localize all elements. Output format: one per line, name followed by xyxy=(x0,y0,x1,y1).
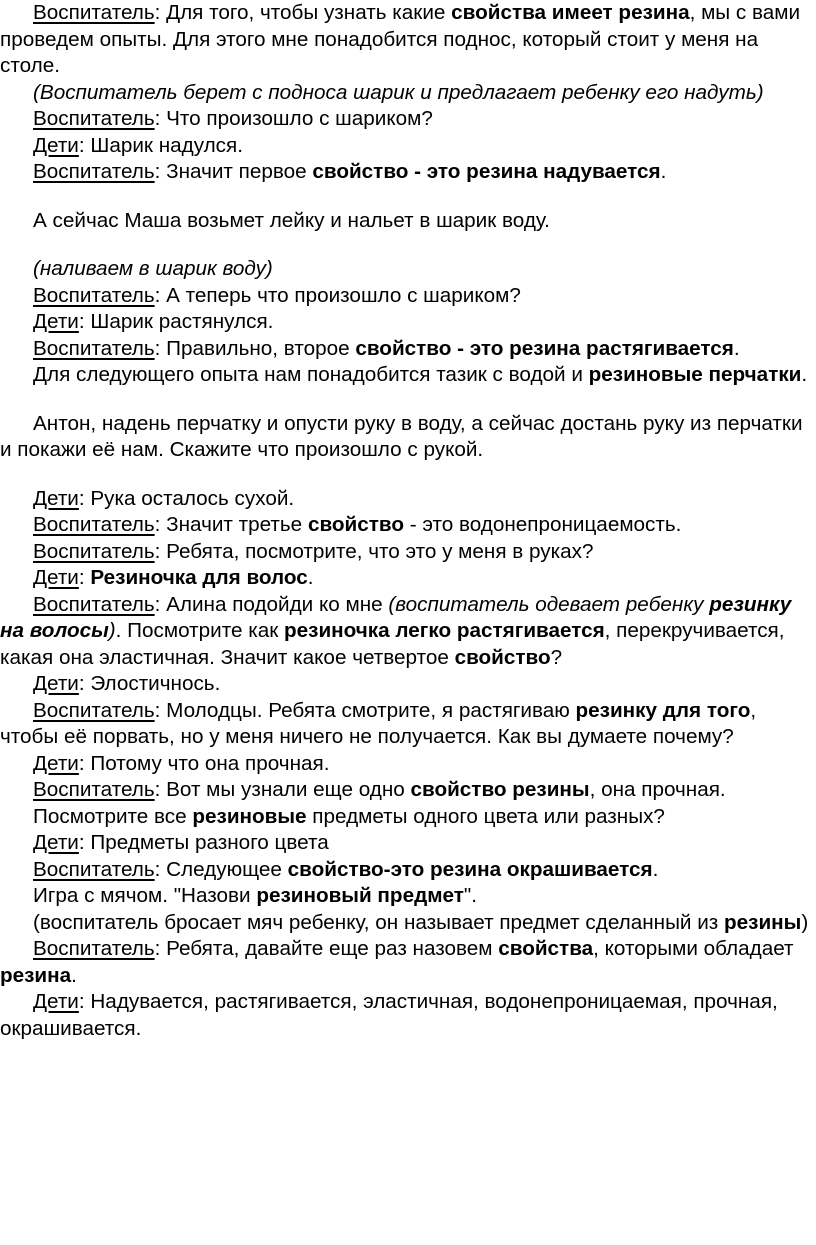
bold-text: резинку для того xyxy=(575,698,751,722)
speaker-label: Воспитатель xyxy=(33,698,155,722)
text-run: : Надувается, растягивается, эластичная, водонепроницаемая, прочная, окрашивается. xyxy=(0,990,778,1040)
italic-text: (Воспитатель берет с подноса шарик и предлагает ребенку его надуть) xyxy=(33,80,764,104)
bold-text: свойство-это резина окрашивается xyxy=(287,857,653,881)
text-run: . xyxy=(660,160,667,183)
text-run: , она прочная. xyxy=(589,778,726,801)
text-run: Посмотрите все xyxy=(33,804,193,828)
speaker-label: Воспитатель xyxy=(33,513,155,536)
speaker-label: Дети xyxy=(33,831,79,854)
paragraph xyxy=(0,910,812,937)
speaker-label: Воспитатель xyxy=(33,160,155,183)
text-run: , мы с вами проведем опыты. Для этого мне понадобится поднос, который стоит у меня на столе. xyxy=(0,1,801,77)
speaker-label: Воспитатель xyxy=(33,778,155,801)
speaker-label: Дети xyxy=(33,751,79,775)
text-run: . xyxy=(652,857,659,881)
text-run: ". xyxy=(463,884,477,907)
bold-text: свойство xyxy=(454,645,551,669)
italic-text: (наливаем в шарик воду) xyxy=(33,257,273,280)
text-run: , чтобы её порвать, но у меня ничего не получается. Как вы думаете почему? xyxy=(0,698,757,748)
bold-text: свойства xyxy=(498,937,594,960)
bold-text: свойство резины xyxy=(410,778,590,801)
paragraph xyxy=(0,486,812,513)
paragraph xyxy=(0,309,812,336)
bold-text: резиновый предмет xyxy=(256,884,464,907)
paragraph xyxy=(0,565,812,592)
bold-text: свойство - это резина растягивается xyxy=(355,336,734,360)
speaker-label: Воспитатель xyxy=(33,107,155,130)
text-run: : Алина подойди ко мне xyxy=(154,592,389,616)
paragraph xyxy=(0,777,812,804)
text-run: : А теперь что произошло с шариком? xyxy=(154,283,521,307)
text-run: : Шарик надулся. xyxy=(78,133,243,157)
text-run: : Предметы разного цвета xyxy=(78,831,329,854)
speaker-label: Воспитатель xyxy=(33,283,155,307)
speaker-label: Дети xyxy=(33,133,79,157)
text-run: А сейчас Маша возьмет лейку и нальет в шарик воду. xyxy=(33,208,550,232)
text-run: . Посмотрите как xyxy=(115,619,285,642)
text-run: . xyxy=(801,363,808,386)
text-run: Игра с мячом. "Назови xyxy=(33,884,257,907)
text-run: : Потому что она прочная. xyxy=(78,751,330,775)
speaker-label: Дети xyxy=(33,566,79,589)
speaker-label: Воспитатель xyxy=(33,857,155,881)
text-run: : Молодцы. Ребята смотрите, я растягиваю xyxy=(154,698,576,722)
bold-text: свойства имеет резина xyxy=(451,1,690,24)
text-run: : Рука осталось сухой. xyxy=(78,486,295,510)
paragraph xyxy=(0,539,812,566)
italic-text: (воспитатель одевает ребенку xyxy=(388,592,710,616)
text-run: : xyxy=(78,566,91,589)
speaker-label: Дети xyxy=(33,486,79,510)
paragraph xyxy=(0,698,812,751)
text-run: - это водонепроницаемость. xyxy=(403,513,682,536)
speaker-label: Воспитатель xyxy=(33,592,155,616)
text-run: Для следующего опыта нам понадобится тазик с водой и xyxy=(33,363,589,386)
paragraph xyxy=(0,592,812,672)
text-run: : Ребята, посмотрите, что это у меня в руках? xyxy=(154,539,594,563)
speaker-label: Воспитатель xyxy=(33,539,155,563)
paragraph xyxy=(0,671,812,698)
paragraph xyxy=(0,512,812,539)
text-run: : Шарик растянулся. xyxy=(78,310,274,333)
bold-text: свойство xyxy=(307,513,404,536)
bold-text: Резиночка для волос xyxy=(90,566,308,589)
paragraph xyxy=(0,106,812,133)
paragraph xyxy=(0,208,812,235)
text-run: Антон, надень перчатку и опусти руку в воду, а сейчас достань руку из перчатки и покажи её нам. Скажите что произошло с рукой. xyxy=(0,411,803,461)
paragraph xyxy=(0,989,812,1042)
text-run: : Вот мы узнали еще одно xyxy=(154,778,411,801)
paragraph xyxy=(0,362,812,389)
text-run: , которыми обладает xyxy=(593,937,794,960)
speaker-label: Воспитатель xyxy=(33,1,155,24)
paragraph xyxy=(0,830,812,857)
paragraph xyxy=(0,936,812,989)
text-run: : Для того, чтобы узнать какие xyxy=(154,1,452,24)
bold-text: резиновые перчатки xyxy=(588,363,802,386)
text-run: . xyxy=(733,336,740,360)
bold-italic-text: резинку на волосы xyxy=(0,592,792,642)
bold-text: резины xyxy=(724,910,802,934)
paragraph xyxy=(0,0,812,80)
paragraph xyxy=(0,857,812,884)
text-run: : Значит первое xyxy=(154,160,313,183)
text-run: . xyxy=(71,963,77,987)
speaker-label: Дети xyxy=(33,672,79,695)
text-run: (воспитатель бросает мяч ребенку, он называет предмет сделанный из xyxy=(33,910,725,934)
paragraph xyxy=(0,336,812,363)
text-run: : Значит третье xyxy=(154,513,308,536)
text-run: ) xyxy=(801,910,809,934)
bold-text: свойство - это резина надувается xyxy=(312,160,661,183)
text-run: , перекручивается, какая она эластичная. Значит какое четвертое xyxy=(0,619,785,669)
bold-text: резина xyxy=(0,963,72,987)
paragraph xyxy=(0,883,812,910)
text-run: ? xyxy=(550,645,563,669)
paragraph xyxy=(0,804,812,831)
paragraph xyxy=(0,80,812,107)
paragraph xyxy=(0,411,812,464)
speaker-label: Дети xyxy=(33,310,79,333)
speaker-label: Дети xyxy=(33,990,79,1013)
paragraph xyxy=(0,133,812,160)
text-run: : Ребята, давайте еще раз назовем xyxy=(154,937,499,960)
paragraph xyxy=(0,283,812,310)
bold-text: резиновые xyxy=(192,804,307,828)
paragraph xyxy=(0,159,812,186)
text-run: : Следующее xyxy=(154,857,288,881)
speaker-label: Воспитатель xyxy=(33,937,155,960)
paragraph xyxy=(0,751,812,778)
text-run: : Что произошло с шариком? xyxy=(154,107,433,130)
text-run: : Правильно, второе xyxy=(154,336,356,360)
text-run: : Элостичнось. xyxy=(78,672,221,695)
italic-text: ) xyxy=(108,619,116,642)
paragraph xyxy=(0,256,812,283)
text-run: . xyxy=(307,566,314,589)
bold-text: резиночка легко растягивается xyxy=(284,619,605,642)
speaker-label: Воспитатель xyxy=(33,336,155,360)
text-run: предметы одного цвета или разных? xyxy=(306,804,665,828)
